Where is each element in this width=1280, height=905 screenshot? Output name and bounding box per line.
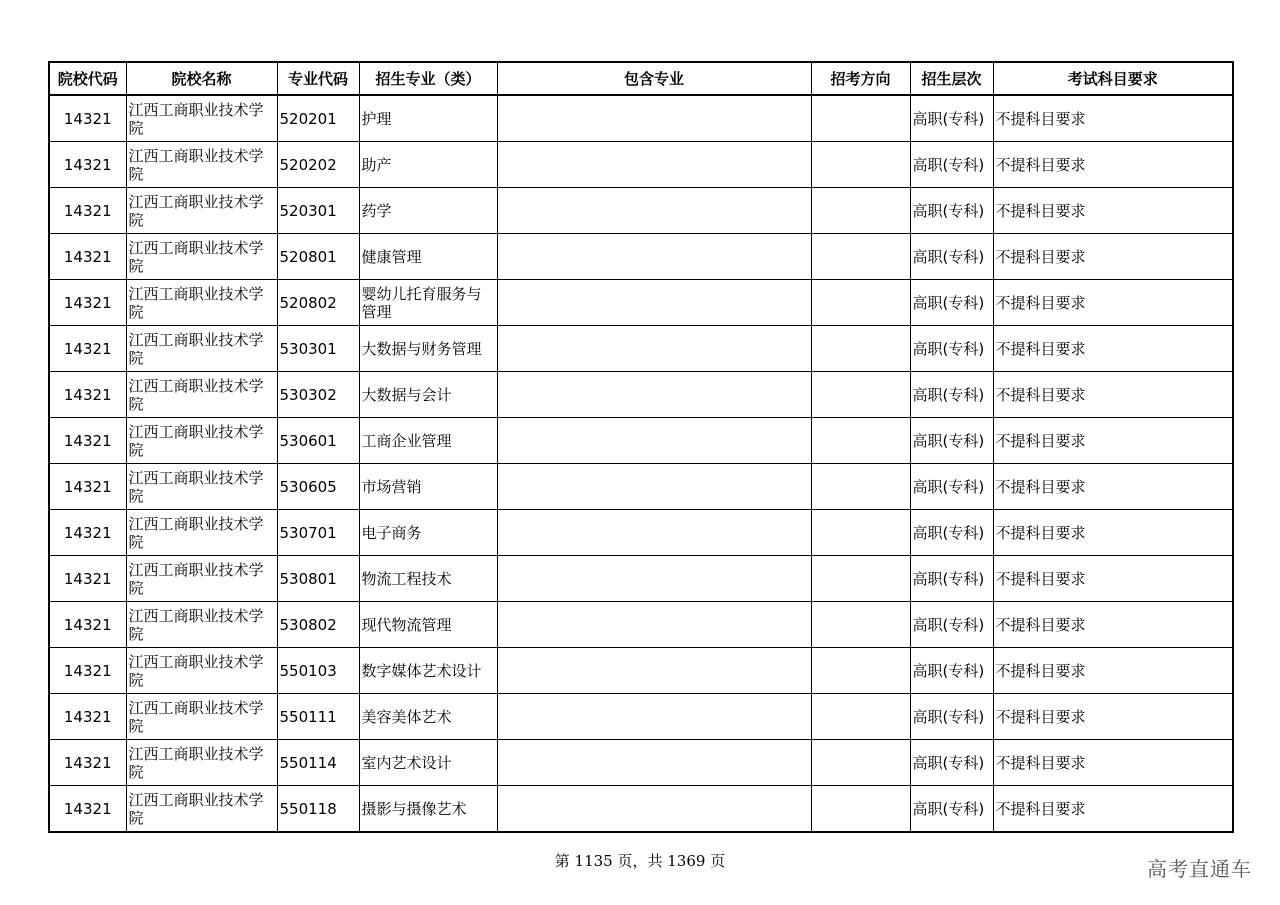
cell-major-code: 550114 [277, 740, 359, 786]
cell-school-name: 江西工商职业技术学院 [126, 556, 277, 602]
cell-included-majors [497, 188, 811, 234]
watermark-text: 高考直通车 [1147, 857, 1252, 881]
cell-level: 高职(专科) [910, 326, 993, 372]
cell-level: 高职(专科) [910, 372, 993, 418]
cell-school-code: 14321 [49, 648, 126, 694]
cell-subject-requirements: 不提科目要求 [993, 234, 1233, 280]
cell-subject-requirements: 不提科目要求 [993, 510, 1233, 556]
cell-direction [811, 694, 910, 740]
cell-included-majors [497, 786, 811, 833]
cell-direction [811, 464, 910, 510]
cell-school-code: 14321 [49, 234, 126, 280]
cell-direction [811, 556, 910, 602]
cell-subject-requirements: 不提科目要求 [993, 280, 1233, 326]
cell-school-name: 江西工商职业技术学院 [126, 510, 277, 556]
cell-school-name: 江西工商职业技术学院 [126, 464, 277, 510]
table-row [49, 234, 1233, 280]
header-major-code: 专业代码 [277, 62, 359, 95]
admissions-table [48, 61, 1234, 833]
cell-school-code: 14321 [49, 95, 126, 142]
cell-school-name: 江西工商职业技术学院 [126, 95, 277, 142]
cell-school-name: 江西工商职业技术学院 [126, 418, 277, 464]
table-row [49, 648, 1233, 694]
cell-level: 高职(专科) [910, 694, 993, 740]
cell-major-category: 电子商务 [359, 510, 497, 556]
cell-major-code: 520801 [277, 234, 359, 280]
cell-major-code: 520202 [277, 142, 359, 188]
cell-major-code: 550111 [277, 694, 359, 740]
cell-direction [811, 142, 910, 188]
cell-level: 高职(专科) [910, 188, 993, 234]
cell-school-code: 14321 [49, 786, 126, 833]
cell-major-category: 摄影与摄像艺术 [359, 786, 497, 833]
cell-direction [811, 280, 910, 326]
cell-included-majors [497, 326, 811, 372]
cell-subject-requirements: 不提科目要求 [993, 556, 1233, 602]
cell-included-majors [497, 740, 811, 786]
cell-school-name: 江西工商职业技术学院 [126, 326, 277, 372]
cell-subject-requirements: 不提科目要求 [993, 142, 1233, 188]
cell-included-majors [497, 234, 811, 280]
cell-subject-requirements: 不提科目要求 [993, 464, 1233, 510]
cell-subject-requirements: 不提科目要求 [993, 648, 1233, 694]
cell-school-code: 14321 [49, 694, 126, 740]
cell-school-code: 14321 [49, 188, 126, 234]
cell-school-code: 14321 [49, 464, 126, 510]
table-row [49, 786, 1233, 833]
header-direction: 招考方向 [811, 62, 910, 95]
header-school-name: 院校名称 [126, 62, 277, 95]
cell-school-name: 江西工商职业技术学院 [126, 372, 277, 418]
cell-major-code: 530701 [277, 510, 359, 556]
cell-school-name: 江西工商职业技术学院 [126, 188, 277, 234]
cell-major-code: 530601 [277, 418, 359, 464]
cell-major-code: 550118 [277, 786, 359, 833]
cell-school-name: 江西工商职业技术学院 [126, 786, 277, 833]
table-body [49, 95, 1233, 832]
cell-level: 高职(专科) [910, 556, 993, 602]
cell-included-majors [497, 372, 811, 418]
cell-major-category: 物流工程技术 [359, 556, 497, 602]
cell-included-majors [497, 464, 811, 510]
cell-school-code: 14321 [49, 326, 126, 372]
header-school-code: 院校代码 [49, 62, 126, 95]
cell-school-name: 江西工商职业技术学院 [126, 648, 277, 694]
cell-school-code: 14321 [49, 418, 126, 464]
cell-school-name: 江西工商职业技术学院 [126, 694, 277, 740]
cell-direction [811, 740, 910, 786]
table-row [49, 326, 1233, 372]
cell-major-category: 健康管理 [359, 234, 497, 280]
cell-school-code: 14321 [49, 372, 126, 418]
admissions-table-container [48, 61, 1232, 833]
cell-school-code: 14321 [49, 740, 126, 786]
cell-included-majors [497, 142, 811, 188]
cell-level: 高职(专科) [910, 234, 993, 280]
cell-level: 高职(专科) [910, 142, 993, 188]
cell-included-majors [497, 95, 811, 142]
cell-major-category: 助产 [359, 142, 497, 188]
cell-level: 高职(专科) [910, 740, 993, 786]
cell-direction [811, 418, 910, 464]
cell-school-name: 江西工商职业技术学院 [126, 142, 277, 188]
header-included-majors: 包含专业 [497, 62, 811, 95]
cell-level: 高职(专科) [910, 280, 993, 326]
cell-major-category: 工商企业管理 [359, 418, 497, 464]
cell-major-code: 530802 [277, 602, 359, 648]
cell-included-majors [497, 280, 811, 326]
cell-major-category: 大数据与会计 [359, 372, 497, 418]
cell-school-code: 14321 [49, 602, 126, 648]
header-row [49, 62, 1233, 95]
header-level: 招生层次 [910, 62, 993, 95]
cell-major-category: 药学 [359, 188, 497, 234]
cell-school-code: 14321 [49, 142, 126, 188]
cell-school-code: 14321 [49, 280, 126, 326]
table-row [49, 95, 1233, 142]
cell-included-majors [497, 418, 811, 464]
cell-major-category: 婴幼儿托育服务与管理 [359, 280, 497, 326]
cell-level: 高职(专科) [910, 602, 993, 648]
table-row [49, 418, 1233, 464]
cell-included-majors [497, 510, 811, 556]
table-row [49, 556, 1233, 602]
cell-direction [811, 602, 910, 648]
cell-included-majors [497, 648, 811, 694]
cell-level: 高职(专科) [910, 418, 993, 464]
table-row [49, 602, 1233, 648]
cell-level: 高职(专科) [910, 648, 993, 694]
cell-subject-requirements: 不提科目要求 [993, 372, 1233, 418]
cell-school-code: 14321 [49, 556, 126, 602]
cell-school-name: 江西工商职业技术学院 [126, 740, 277, 786]
cell-major-code: 530301 [277, 326, 359, 372]
cell-direction [811, 510, 910, 556]
cell-subject-requirements: 不提科目要求 [993, 95, 1233, 142]
cell-subject-requirements: 不提科目要求 [993, 326, 1233, 372]
cell-direction [811, 326, 910, 372]
cell-level: 高职(专科) [910, 464, 993, 510]
header-subject-requirements: 考试科目要求 [993, 62, 1233, 95]
cell-level: 高职(专科) [910, 95, 993, 142]
cell-subject-requirements: 不提科目要求 [993, 786, 1233, 833]
cell-major-code: 530302 [277, 372, 359, 418]
table-row [49, 188, 1233, 234]
cell-major-code: 520301 [277, 188, 359, 234]
cell-included-majors [497, 602, 811, 648]
cell-included-majors [497, 556, 811, 602]
cell-school-name: 江西工商职业技术学院 [126, 234, 277, 280]
cell-subject-requirements: 不提科目要求 [993, 602, 1233, 648]
cell-major-category: 护理 [359, 95, 497, 142]
cell-included-majors [497, 694, 811, 740]
cell-school-name: 江西工商职业技术学院 [126, 602, 277, 648]
cell-direction [811, 95, 910, 142]
cell-subject-requirements: 不提科目要求 [993, 694, 1233, 740]
cell-major-category: 数字媒体艺术设计 [359, 648, 497, 694]
table-row [49, 372, 1233, 418]
table-row [49, 142, 1233, 188]
cell-school-name: 江西工商职业技术学院 [126, 280, 277, 326]
cell-subject-requirements: 不提科目要求 [993, 188, 1233, 234]
table-row [49, 280, 1233, 326]
cell-subject-requirements: 不提科目要求 [993, 740, 1233, 786]
cell-direction [811, 786, 910, 833]
cell-major-code: 520201 [277, 95, 359, 142]
cell-major-category: 市场营销 [359, 464, 497, 510]
cell-major-code: 520802 [277, 280, 359, 326]
header-major-category: 招生专业（类） [359, 62, 497, 95]
page-number: 第 1135 页，共 1369 页 [554, 852, 726, 870]
cell-major-code: 530605 [277, 464, 359, 510]
cell-major-code: 530801 [277, 556, 359, 602]
cell-direction [811, 372, 910, 418]
cell-direction [811, 234, 910, 280]
cell-level: 高职(专科) [910, 786, 993, 833]
table-row [49, 740, 1233, 786]
cell-subject-requirements: 不提科目要求 [993, 418, 1233, 464]
cell-major-category: 室内艺术设计 [359, 740, 497, 786]
cell-major-code: 550103 [277, 648, 359, 694]
cell-major-category: 现代物流管理 [359, 602, 497, 648]
table-row [49, 510, 1233, 556]
cell-direction [811, 188, 910, 234]
cell-direction [811, 648, 910, 694]
cell-school-code: 14321 [49, 510, 126, 556]
cell-major-category: 美容美体艺术 [359, 694, 497, 740]
cell-level: 高职(专科) [910, 510, 993, 556]
table-row [49, 694, 1233, 740]
cell-major-category: 大数据与财务管理 [359, 326, 497, 372]
table-row [49, 464, 1233, 510]
